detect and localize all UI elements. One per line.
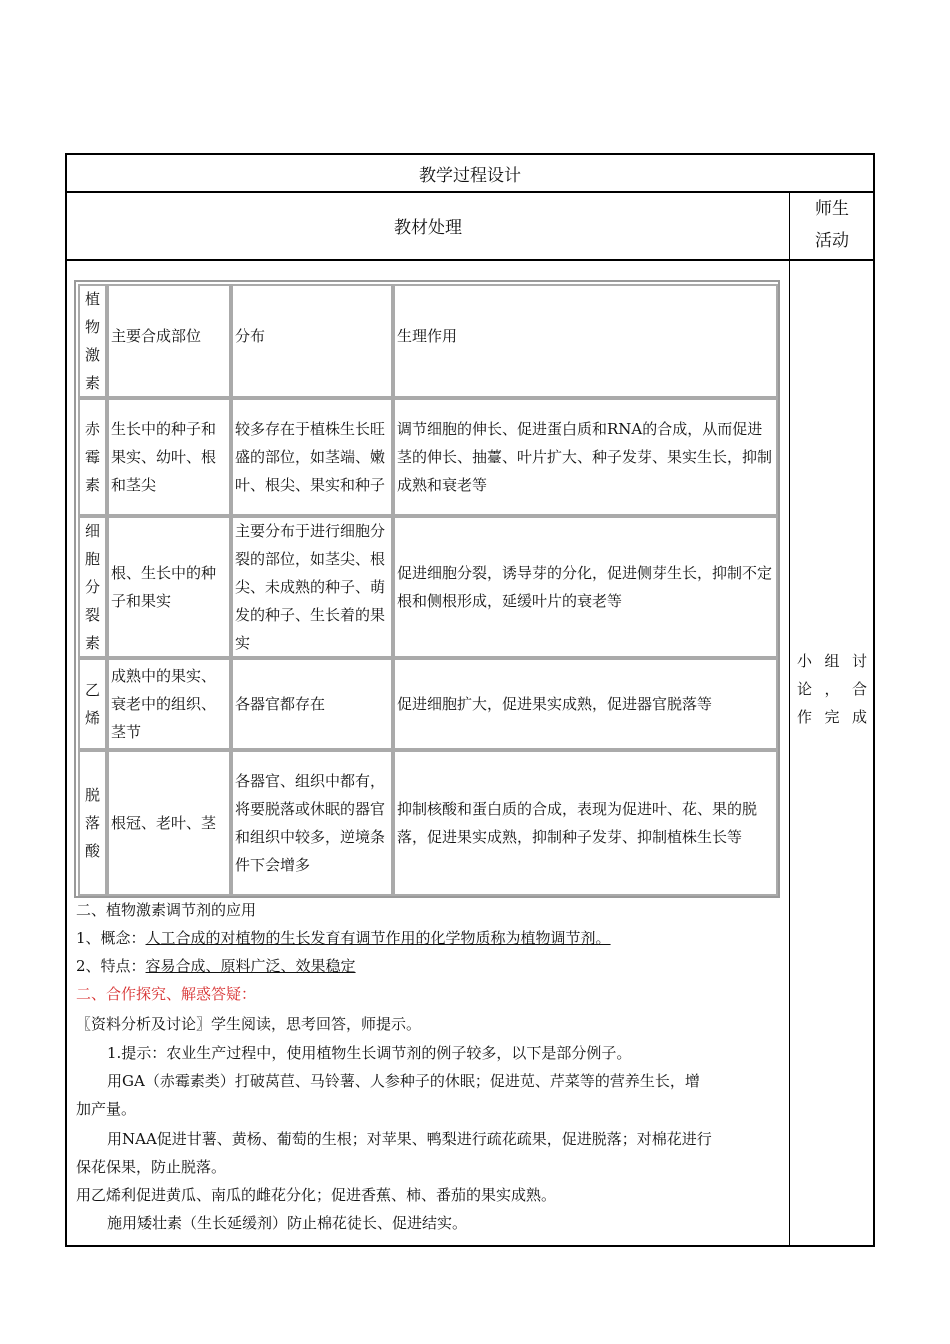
hormone-header-distribution: 分布 [231, 284, 393, 398]
table-header-row [67, 191, 873, 261]
naa-line-1: 用NAA促进甘薯、黄杨、葡萄的生根；对苹果、鸭梨进行疏花疏果，促进脱落；对棉花进行 [107, 1130, 712, 1148]
section-application-heading: 二、植物激素调节剂的应用 [76, 901, 257, 919]
hint-line: 1.提示：农业生产过程中，使用植物生长调节剂的例子较多，以下是部分例子。 [107, 1044, 632, 1062]
hormone-row-distribution: 主要分布于进行细胞分裂的部位，如茎尖、根尖、未成熟的种子、萌发的种子、生长着的果实 [231, 516, 393, 658]
hormone-header-site: 主要合成部位 [107, 284, 231, 398]
dwarf-line: 施用矮壮素（生长延缓剂）防止棉花徒长、促进结实。 [107, 1214, 468, 1232]
ga-line-2: 加产量。 [76, 1100, 137, 1118]
column-divider [789, 259, 790, 1247]
hormone-row-site: 根、生长中的种子和果实 [107, 516, 231, 658]
hormone-row-name: 脱 落 酸 [78, 750, 107, 896]
activity-note: 小 组 讨 论 ， 合 作完成 [797, 652, 867, 726]
ga-line-1: 用GA（赤霉素类）打破莴苣、马铃薯、人参种子的休眠；促进苋、芹菜等的营养生长，增 [107, 1072, 700, 1090]
hormone-header-name: 植 物 激 素 [78, 284, 107, 398]
hormone-row-distribution: 各器官、组织中都有，将要脱落或休眠的器官和组织中较多，逆境条件下会增多 [231, 750, 393, 896]
activity-header-line2: 活动 [815, 231, 849, 251]
hormone-row-distribution: 各器官都存在 [231, 658, 393, 750]
hormone-row-site: 生长中的种子和果实、幼叶、根和茎尖 [107, 398, 231, 516]
feature-line [76, 952, 356, 980]
hormone-row-name: 细 胞 分 裂 素 [78, 516, 107, 658]
lesson-table [65, 153, 875, 1247]
feature-text: 容易合成、原料广泛、效果稳定 [145, 957, 356, 975]
ethephon-line: 用乙烯利促进黄瓜、南瓜的雌花分化；促进香蕉、柿、番茄的果实成熟。 [76, 1186, 557, 1204]
hormone-row-effect: 调节细胞的伸长、促进蛋白质和RNA的合成，从而促进茎的伸长、抽薹、叶片扩大、种子发芽、果实生长，抑制成熟和衰老等 [393, 398, 778, 516]
hormone-row-site: 成熟中的果实、衰老中的组织、茎节 [107, 658, 231, 750]
hormone-row-effect: 促进细胞扩大，促进果实成熟，促进器官脱落等 [393, 658, 778, 750]
hormone-header-effect: 生理作用 [393, 284, 778, 398]
material-column-header: 教材处理 [394, 217, 462, 238]
material-line: 〖资料分析及讨论〗学生阅读，思考回答，师提示。 [76, 1015, 422, 1033]
hormone-row-name: 赤 霉 素 [78, 398, 107, 516]
concept-label: 1、概念： [76, 929, 146, 947]
hormone-row-distribution: 较多存在于植株生长旺盛的部位，如茎端、嫩叶、根尖、果实和种子 [231, 398, 393, 516]
explore-heading: 二、合作探究、解惑答疑： [76, 985, 257, 1003]
concept-text: 人工合成的对植物的生长发育有调节作用的化学物质称为植物调节剂。 [145, 929, 611, 947]
hormone-row-name: 乙 烯 [78, 658, 107, 750]
table-title: 教学过程设计 [67, 155, 873, 193]
hormone-row-site: 根冠、老叶、茎 [107, 750, 231, 896]
concept-line [76, 924, 611, 952]
activity-header-line1: 师生 [815, 199, 849, 219]
feature-label: 2、特点： [76, 957, 146, 975]
activity-column-header [789, 191, 874, 259]
hormone-table [74, 280, 780, 898]
hormone-row-effect: 抑制核酸和蛋白质的合成，表现为促进叶、花、果的脱落，促进果实成熟，抑制种子发芽、抑制植株生长等 [393, 750, 778, 896]
hormone-row-effect: 促进细胞分裂，诱导芽的分化，促进侧芽生长，抑制不定根和侧根形成，延缓叶片的衰老等 [393, 516, 778, 658]
naa-line-2: 保花保果，防止脱落。 [76, 1158, 227, 1176]
